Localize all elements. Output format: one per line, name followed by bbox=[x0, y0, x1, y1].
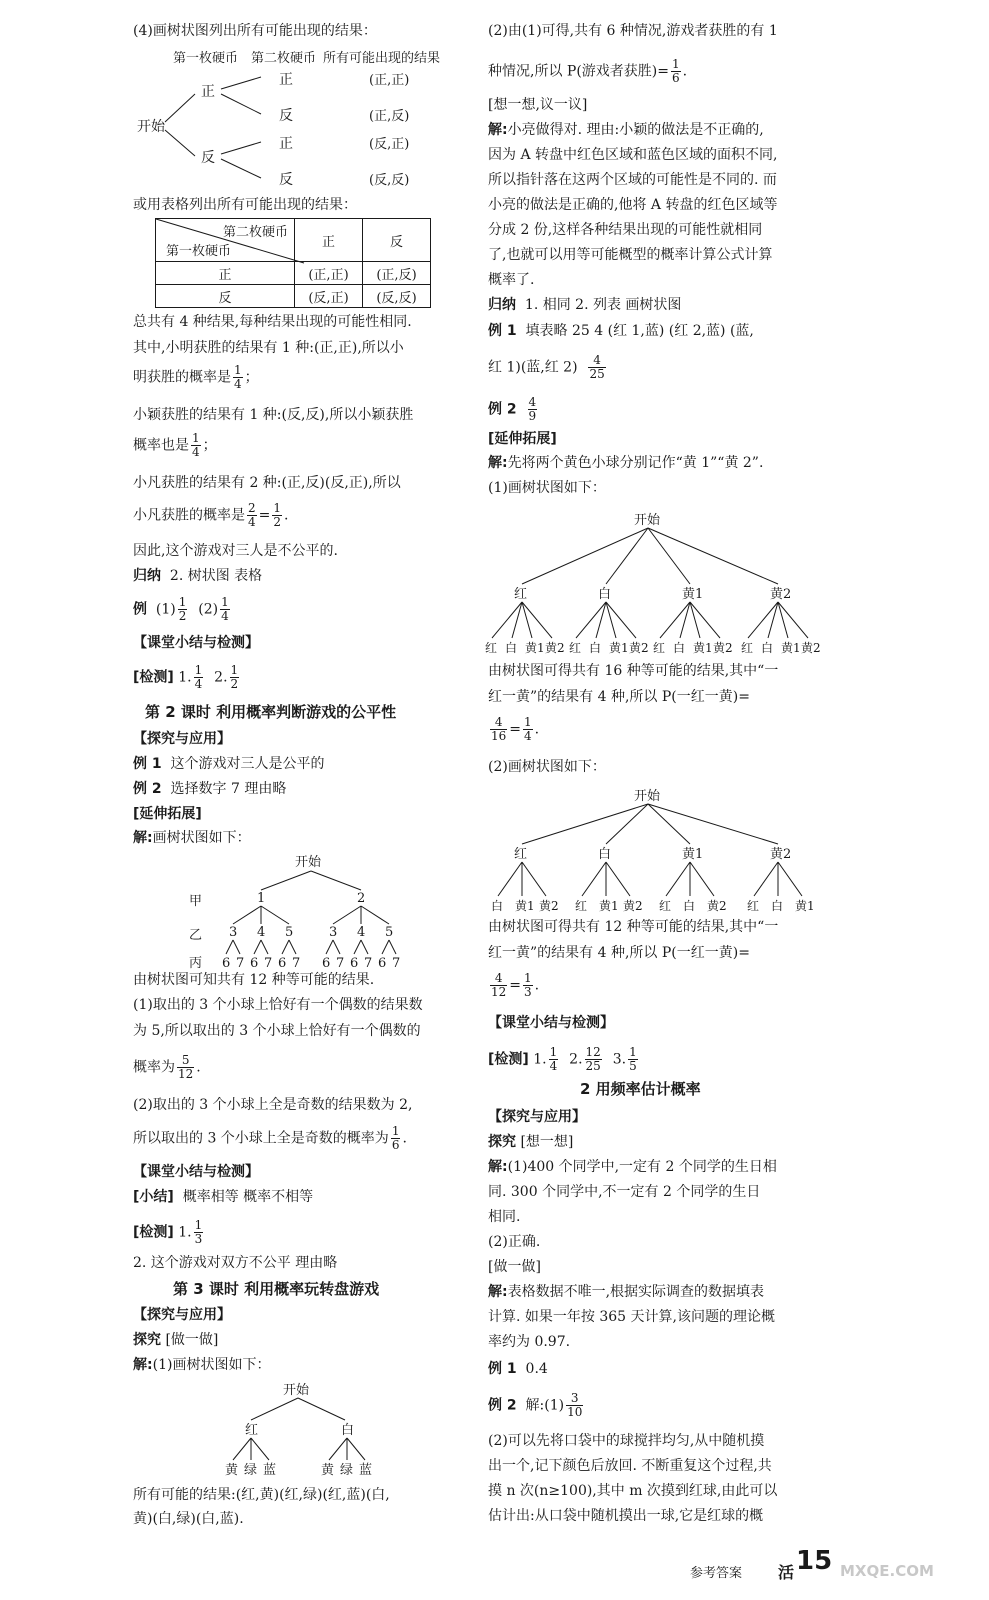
tree-leaf: 6 bbox=[278, 956, 287, 971]
diagonal-bottom-label: 第一枚硬币 bbox=[166, 244, 232, 259]
text-line: 所以指针落在这两个区域的可能性是不同的. 而 bbox=[488, 172, 777, 188]
tree-node: 白 bbox=[598, 847, 612, 862]
tree-leaf: 黄1 bbox=[781, 641, 801, 655]
tree-leaf: 7 bbox=[292, 956, 301, 971]
tree-leaf: 黄 bbox=[225, 1463, 239, 1478]
text-line: 估计出:从口袋中随机摸出一球,它是红球的概 bbox=[488, 1508, 764, 1524]
tree-leaf: 红 bbox=[741, 641, 754, 655]
text-line: (2)画树状图如下： bbox=[488, 759, 606, 775]
color-ball-tree-without-replacement bbox=[488, 786, 828, 914]
text-line: 探究 [做一做] bbox=[133, 1332, 219, 1348]
text-line: [检测] 1. $\frac{1}{4}$ 2. $\frac{1}{2}$ bbox=[133, 663, 239, 691]
text-line: $\frac{4}{12}$ = $\frac{1}{3}$ . bbox=[491, 971, 540, 999]
text-line: 探究 [想一想] bbox=[488, 1134, 574, 1150]
tree-node: 5 bbox=[285, 925, 294, 940]
diagonal-header-cell bbox=[156, 219, 295, 262]
tree-leaf: 正 bbox=[279, 72, 293, 88]
tree-node: 红 bbox=[514, 587, 528, 602]
text-line: 小颖获胜的结果有 1 种:(反,反),所以小颖获胜 bbox=[133, 407, 414, 423]
text-line: 了,也就可以用等可能概型的概率计算公式计算 bbox=[488, 247, 773, 263]
page-number: 15 bbox=[796, 1546, 833, 1576]
tree-leaf: 黄2 bbox=[629, 641, 649, 655]
tree-leaf: 6 bbox=[322, 956, 331, 971]
row-label: 甲 bbox=[189, 894, 203, 909]
section-heading: [延伸拓展] bbox=[488, 431, 557, 447]
tree-leaf: 黄2 bbox=[713, 641, 733, 655]
color-ball-tree-with-replacement bbox=[485, 508, 828, 658]
text-line: 由树状图可知共有 12 种等可能的结果. bbox=[133, 972, 375, 988]
tree-leaf: 黄 bbox=[321, 1463, 335, 1478]
tree-node: 黄1 bbox=[682, 587, 704, 602]
text-line: 小亮的做法是正确的,他将 A 转盘的红色区域等 bbox=[488, 197, 778, 213]
tree-node: 2 bbox=[357, 891, 366, 906]
text-line: 解:表格数据不唯一,根据实际调查的数据填表 bbox=[488, 1284, 765, 1300]
ball-tree-diagram bbox=[183, 852, 473, 972]
tree-node: 黄2 bbox=[770, 587, 792, 602]
tree-node: 正 bbox=[201, 84, 215, 100]
text-line: 例 1 填表略 25 4 (红 1,蓝) (红 2,蓝) (蓝, bbox=[488, 323, 754, 339]
tree-root: 开始 bbox=[283, 1383, 310, 1398]
text-line: [做一做] bbox=[488, 1259, 541, 1275]
fraction: $\frac{1}{4}$ bbox=[192, 431, 200, 459]
tree-leaf: 黄2 bbox=[623, 899, 643, 913]
fraction: $\frac{2}{4}$ bbox=[248, 501, 256, 529]
tree-leaf: 蓝 bbox=[359, 1463, 373, 1478]
tree-leaf: 白 bbox=[673, 641, 686, 655]
row-label: 乙 bbox=[189, 928, 203, 943]
tree-leaf: 红 bbox=[575, 899, 588, 913]
section-heading: 【课堂小结与检测】 bbox=[488, 1015, 614, 1031]
lesson-title: 2 用频率估计概率 bbox=[580, 1080, 701, 1098]
text-line: (2)正确. bbox=[488, 1234, 541, 1250]
text-line: (2)取出的 3 个小球上全是奇数的结果数为 2, bbox=[133, 1097, 413, 1113]
col-head: 正 bbox=[295, 219, 363, 262]
section-heading: 【课堂小结与检测】 bbox=[133, 1164, 259, 1180]
tree-leaf: 7 bbox=[364, 956, 373, 971]
tree-root: 开始 bbox=[634, 513, 661, 528]
section-heading: 【探究与应用】 bbox=[133, 731, 231, 747]
table-cell: (正,反) bbox=[363, 262, 431, 285]
tree-leaf: 红 bbox=[653, 641, 666, 655]
tree-node: 5 bbox=[385, 925, 394, 940]
text-line: 解:(1)400 个同学中,一定有 2 个同学的生日相 bbox=[488, 1159, 777, 1175]
text-line: 率约为 0.97. bbox=[488, 1334, 571, 1350]
text-line: 其中,小明获胜的结果有 1 种:(正,正),所以小 bbox=[133, 340, 404, 356]
tree-leaf: 6 bbox=[350, 956, 359, 971]
tree-leaf: 黄2 bbox=[801, 641, 821, 655]
tree-node: 黄1 bbox=[682, 847, 704, 862]
tree-header: 第二枚硬币 bbox=[251, 51, 317, 66]
tree-root: 开始 bbox=[295, 855, 322, 870]
tree-leaf: 黄1 bbox=[795, 899, 815, 913]
section-heading: [延伸拓展] bbox=[133, 806, 202, 822]
text-line: 或用表格列出所有可能出现的结果： bbox=[133, 197, 357, 213]
section-heading: 【探究与应用】 bbox=[488, 1109, 586, 1125]
tree-result: (反,正) bbox=[369, 137, 410, 152]
tree-leaf: 蓝 bbox=[263, 1463, 277, 1478]
tree-leaf: 7 bbox=[236, 956, 245, 971]
tree-node: 反 bbox=[201, 150, 215, 166]
spinner-tree-diagram bbox=[223, 1380, 423, 1478]
text-line: $\frac{4}{16}$ = $\frac{1}{4}$ . bbox=[491, 715, 540, 743]
tree-leaf: 黄1 bbox=[609, 641, 629, 655]
text-line: 例 1 这个游戏对三人是公平的 bbox=[133, 756, 325, 772]
footer-act: 活 bbox=[778, 1563, 795, 1582]
tree-root: 开始 bbox=[634, 789, 661, 804]
text-line: [检测] 1. $\frac{1}{4}$ 2. $\frac{12}{25}$ 3. $\frac{1}{5}$ bbox=[488, 1045, 637, 1073]
section-heading: 【探究与应用】 bbox=[133, 1307, 231, 1323]
tree-node: 1 bbox=[257, 891, 266, 906]
text-line: 2. 这个游戏对双方不公平 理由略 bbox=[133, 1255, 338, 1271]
tree-leaf: 白 bbox=[771, 899, 784, 913]
text-line: 例 1 0.4 bbox=[488, 1361, 548, 1377]
tree-node: 4 bbox=[257, 925, 266, 940]
watermark-logo: MXQE.COM bbox=[840, 1562, 934, 1580]
tree-leaf: 反 bbox=[279, 172, 293, 188]
text-line: 小凡获胜的概率是 $\frac{2}{4}$ = $\frac{1}{2}$ . bbox=[133, 501, 289, 529]
tree-node: 白 bbox=[341, 1423, 355, 1438]
tree-leaf: 红 bbox=[485, 641, 498, 655]
tree-leaf: 黄2 bbox=[539, 899, 559, 913]
text-line: 红一黄”的结果有 4 种,所以 P(一红一黄)= bbox=[488, 945, 750, 961]
table-cell: (反,反) bbox=[363, 285, 431, 308]
tree-leaf: 黄1 bbox=[515, 899, 535, 913]
text-line: 所有可能的结果:(红,黄)(红,绿)(红,蓝)(白, bbox=[133, 1487, 390, 1503]
text-line: 所以取出的 3 个小球上全是奇数的概率为 $\frac{1}{6}$ . bbox=[133, 1124, 407, 1152]
text-line: 红 1)(蓝,红 2) $\frac{4}{25}$ bbox=[488, 353, 605, 381]
text-line: 总共有 4 种结果,每种结果出现的可能性相同. bbox=[133, 314, 412, 330]
text-line: (1)画树状图如下： bbox=[488, 480, 606, 496]
tree-header: 所有可能出现的结果 bbox=[323, 51, 441, 66]
fraction: $\frac{1}{4}$ bbox=[234, 363, 242, 391]
text-line: 分成 2 份,这样各种结果出现的可能性就相同 bbox=[488, 222, 763, 238]
col-head: 反 bbox=[363, 219, 431, 262]
text-line: 因此,这个游戏对三人是不公平的. bbox=[133, 543, 338, 559]
tree-leaf: 白 bbox=[761, 641, 774, 655]
text-line: [想一想,议一议] bbox=[488, 97, 588, 113]
row-head: 正 bbox=[156, 262, 295, 285]
text-line: 例 2 $\frac{4}{9}$ bbox=[488, 395, 537, 423]
tree-node: 3 bbox=[229, 925, 238, 940]
tree-leaf: 正 bbox=[279, 136, 293, 152]
text-line: 归纳 1. 相同 2. 列表 画树状图 bbox=[488, 297, 682, 313]
tree-node: 3 bbox=[329, 925, 338, 940]
text-line: (1)取出的 3 个小球上恰好有一个偶数的结果数 bbox=[133, 997, 423, 1013]
tree-leaf: 白 bbox=[683, 899, 696, 913]
tree-leaf: 白 bbox=[505, 641, 518, 655]
tree-node: 红 bbox=[245, 1423, 259, 1438]
tree-result: (反,反) bbox=[369, 173, 410, 188]
text-line: 红一黄”的结果有 4 种,所以 P(一红一黄)= bbox=[488, 689, 750, 705]
coin-tree-diagram bbox=[133, 44, 441, 194]
text-line: [检测] 1. $\frac{1}{3}$ bbox=[133, 1218, 203, 1246]
tree-node: 4 bbox=[357, 925, 366, 940]
tree-result: (正,正) bbox=[369, 73, 410, 88]
section-heading: 【课堂小结与检测】 bbox=[133, 635, 259, 651]
tree-leaf: 黄2 bbox=[707, 899, 727, 913]
text-line: 明获胜的概率是 $\frac{1}{4}$ ； bbox=[133, 363, 259, 391]
text-line: 同. 300 个同学中,不一定有 2 个同学的生日 bbox=[488, 1184, 761, 1200]
text-line: 种情况,所以 P(游戏者获胜)= $\frac{1}{6}$ . bbox=[488, 57, 688, 85]
tree-leaf: 白 bbox=[491, 899, 504, 913]
tree-leaf: 绿 bbox=[340, 1463, 354, 1478]
tree-result: (正,反) bbox=[369, 109, 410, 124]
footer-label: 参考答案 bbox=[690, 1566, 743, 1581]
text-line: (2)由(1)可得,共有 6 种情况,游戏者获胜的有 1 bbox=[488, 23, 778, 39]
text-line: 小凡获胜的结果有 2 种:(正,反)(反,正),所以 bbox=[133, 475, 401, 491]
tree-leaf: 7 bbox=[392, 956, 401, 971]
tree-leaf: 7 bbox=[264, 956, 273, 971]
tree-header: 第一枚硬币 bbox=[173, 51, 239, 66]
tree-leaf: 黄1 bbox=[693, 641, 713, 655]
text-line: 例 2 选择数字 7 理由略 bbox=[133, 781, 287, 797]
diagonal-top-label: 第二枚硬币 bbox=[222, 225, 288, 240]
text-line: 由树状图可得共有 16 种等可能的结果,其中“一 bbox=[488, 663, 779, 679]
tree-leaf: 红 bbox=[747, 899, 760, 913]
tree-node: 红 bbox=[514, 847, 528, 862]
text-line: 概率为 $\frac{5}{12}$ . bbox=[133, 1053, 201, 1081]
text-line: 解:小亮做得对. 理由:小颖的做法是不正确的, bbox=[488, 122, 764, 138]
tree-leaf: 红 bbox=[569, 641, 582, 655]
text-line: [小结] 概率相等 概率不相等 bbox=[133, 1189, 314, 1205]
tree-node: 白 bbox=[598, 587, 612, 602]
tree-root: 开始 bbox=[137, 119, 165, 135]
text-line: 解:画树状图如下： bbox=[133, 830, 251, 846]
text-line: 概率也是 $\frac{1}{4}$ ； bbox=[133, 431, 217, 459]
tree-leaf: 6 bbox=[250, 956, 259, 971]
tree-leaf: 白 bbox=[589, 641, 602, 655]
tree-leaf: 7 bbox=[336, 956, 345, 971]
text-line: 例 2 解:(1) $\frac{3}{10}$ bbox=[488, 1391, 583, 1419]
text-line: 摸 n 次(n≥100),其中 m 次摸到红球,由此可以 bbox=[488, 1483, 778, 1499]
text-line: 为 5,所以取出的 3 个小球上恰好有一个偶数的 bbox=[133, 1023, 421, 1039]
text-line: (2)可以先将口袋中的球搅拌均匀,从中随机摸 bbox=[488, 1433, 765, 1449]
table-cell: (正,正) bbox=[295, 262, 363, 285]
lesson-title: 第 2 课时 利用概率判断游戏的公平性 bbox=[145, 703, 397, 721]
text-line: 概率了. bbox=[488, 272, 535, 288]
tree-leaf: 黄1 bbox=[599, 899, 619, 913]
tree-leaf: 6 bbox=[378, 956, 387, 971]
text-line: 解:(1)画树状图如下： bbox=[133, 1357, 271, 1373]
text-line: 归纳 2. 树状图 表格 bbox=[133, 568, 263, 584]
tree-leaf: 6 bbox=[222, 956, 231, 971]
tree-leaf: 黄2 bbox=[545, 641, 565, 655]
tree-leaf: 红 bbox=[659, 899, 672, 913]
fraction: $\frac{1}{2}$ bbox=[273, 501, 282, 529]
text-line: 因为 A 转盘中红色区域和蓝色区域的面积不同, bbox=[488, 147, 778, 163]
text-line: 黄)(白,绿)(白,蓝). bbox=[133, 1511, 244, 1527]
tree-leaf: 反 bbox=[279, 108, 293, 124]
tree-leaf: 黄1 bbox=[525, 641, 545, 655]
table-cell: (反,正) bbox=[295, 285, 363, 308]
outcome-table bbox=[155, 218, 431, 308]
row-head: 反 bbox=[156, 285, 295, 308]
tree-leaf: 绿 bbox=[244, 1463, 258, 1478]
text-line: 由树状图可得共有 12 种等可能的结果,其中“一 bbox=[488, 919, 779, 935]
text-line: 相同. bbox=[488, 1209, 521, 1225]
row-label: 丙 bbox=[189, 956, 203, 971]
text-line: 例 (1) $\frac{1}{2}$ (2) $\frac{1}{4}$ bbox=[133, 595, 229, 623]
text-line: (4)画树状图列出所有可能出现的结果： bbox=[133, 23, 377, 39]
tree-node: 黄2 bbox=[770, 847, 792, 862]
lesson-title: 第 3 课时 利用概率玩转盘游戏 bbox=[173, 1280, 380, 1298]
text-line: 解:先将两个黄色小球分别记作“黄 1”“黄 2”. bbox=[488, 455, 764, 471]
text-line: 出一个,记下颜色后放回. 不断重复这个过程,共 bbox=[488, 1458, 772, 1474]
text-line: 计算. 如果一年按 365 天计算,该问题的理论概 bbox=[488, 1309, 775, 1325]
